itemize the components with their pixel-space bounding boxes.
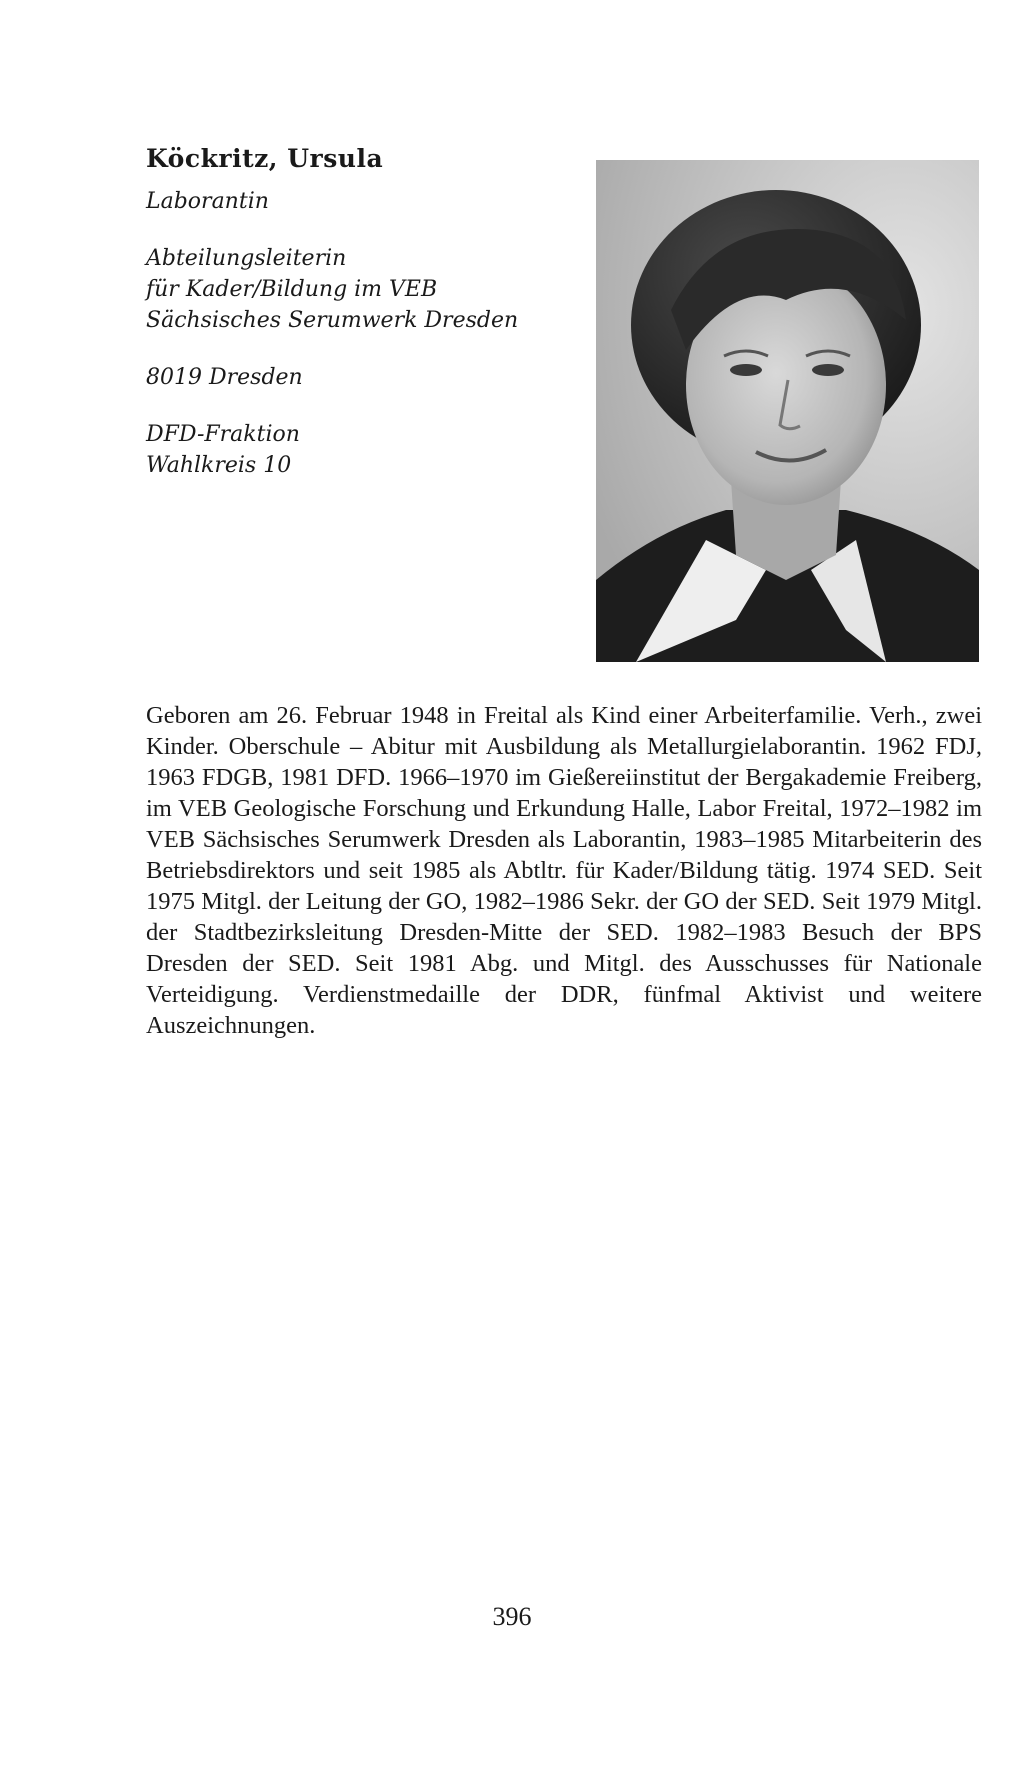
position-line-2: für Kader/Bildung im VEB — [146, 277, 438, 302]
biography: Geboren am 26. Februar 1948 in Freital als Kind einer Arbeiterfamilie. Verh., zwei Kinder. Oberschule – Abitur mit Ausbildung als Metallurgielaborantin. 1962 FDJ, 1963 FDGB, 1981 DFD. 1966–1970 im Gießereiinstitut der Bergakademie Freiberg, im VEB Geologische Forschung und Erkundung Halle, Labor Freital, 1972–1982 im VEB Sächsisches Serumwerk Dresden als Laborantin, 1983–1985 Mitarbeiterin des Betriebsdirektors und seit 1985 als Abtltr. für Kader/Bildung tätig. 1974 SED. Seit 1975 Mitgl. der Leitung der GO, 1982–1986 Sekr. der GO der SED. Seit 1979 Mitgl. der Stadtbezirksleitung Dresden-Mitte der SED. 1982–1983 Besuch der BPS Dresden der SED. Seit 1981 Abg. und Mitgl. des Ausschusses für Nationale Verteidigung. Verdienstmedaille der DDR, fünfmal Aktivist und weitere Auszeichnungen. — [146, 702, 982, 1039]
page-number: 396 — [492, 1602, 532, 1631]
portrait-photo — [596, 160, 979, 662]
position-line-3: Sächsisches Serumwerk Dresden — [146, 308, 519, 333]
entry-name: Köckritz, Ursula — [146, 144, 384, 173]
constituency: Wahlkreis 10 — [146, 453, 292, 478]
faction: DFD-Fraktion — [146, 422, 300, 447]
position-line-1: Abteilungsleiterin — [146, 246, 347, 271]
city: 8019 Dresden — [146, 365, 303, 390]
profession: Laborantin — [146, 189, 269, 214]
